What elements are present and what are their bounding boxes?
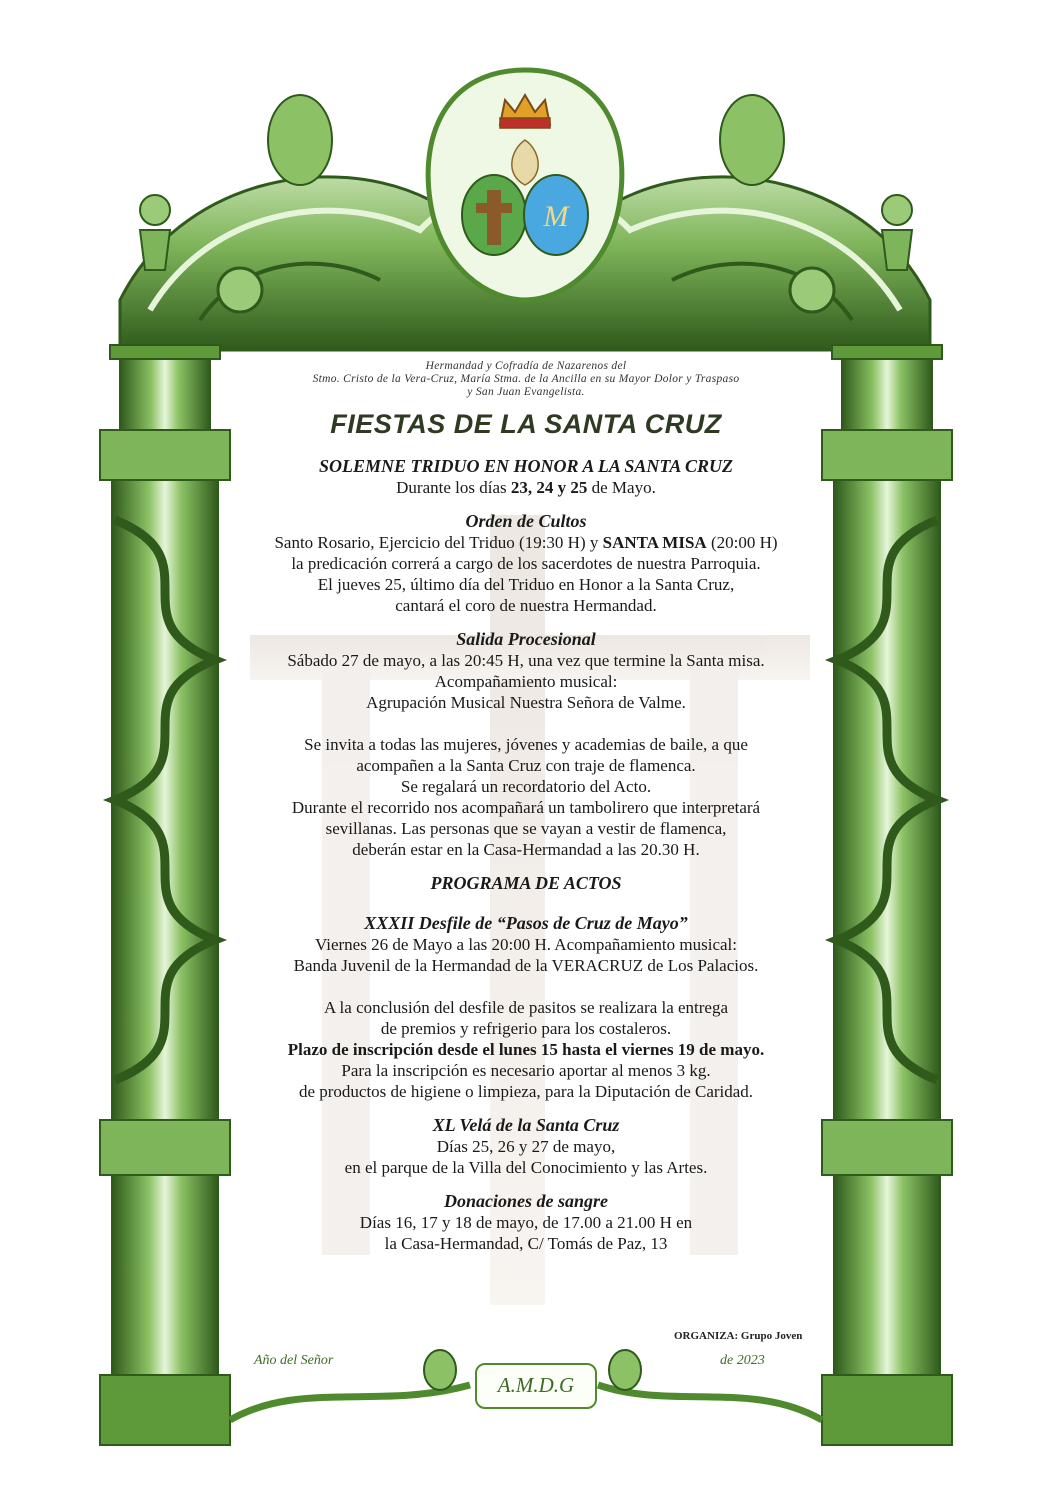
salida-line-3: Agrupación Musical Nuestra Señora de Valme. (366, 693, 686, 712)
amdg-cartouche: A.M.D.G (475, 1363, 597, 1409)
header-line-2: Stmo. Cristo de la Vera-Cruz, María Stma. de la Ancilla en su Mayor Dolor y Traspaso (312, 373, 740, 385)
header-line-3: y San Juan Evangelista. (467, 386, 585, 398)
year-label: de 2023 (720, 1353, 765, 1368)
cultos-line-3: El jueves 25, último día del Triduo en Honor a la Santa Cruz, (317, 575, 735, 594)
cultos-line-1-post: (20:00 H) (706, 533, 778, 552)
desfile-line-2: Banda Juvenil de la Hermandad de la VERACRUZ de Los Palacios. (293, 956, 759, 975)
main-title: FIESTAS DE LA SANTA CRUZ (330, 409, 722, 439)
triduo-dates-pre: Durante los días (396, 478, 511, 497)
vela-line-1: Días 25, 26 y 27 de mayo, (436, 1137, 616, 1156)
cultos-line-1-pre: Santo Rosario, Ejercicio del Triduo (19:30 H) y (274, 533, 603, 552)
desfile-line-3: A la conclusión del desfile de pasitos se realizara la entrega (323, 998, 729, 1017)
triduo-dates-bold: 23, 24 y 25 (510, 478, 588, 497)
salida-line-6: Se regalará un recordatorio del Acto. (400, 777, 652, 796)
salida-line-5: acompañen a la Santa Cruz con traje de flamenca. (356, 756, 696, 775)
cultos-title: Orden de Cultos (465, 511, 587, 531)
salida-title: Salida Procesional (456, 629, 596, 649)
poster-content (200, 360, 852, 1254)
ano-del-senor: Año del Señor (254, 1353, 334, 1368)
salida-line-7: Durante el recorrido nos acompañará un tambolirero que interpretará (291, 798, 761, 817)
cultos-line-4: cantará el coro de nuestra Hermandad. (395, 596, 657, 615)
desfile-line-1: Viernes 26 de Mayo a las 20:00 H. Acompañamiento musical: (315, 935, 737, 954)
desfile-title: XXXII Desfile de “Pasos de Cruz de Mayo” (364, 913, 688, 933)
programa-title: PROGRAMA DE ACTOS (430, 873, 622, 893)
vela-title: XL Velá de la Santa Cruz (432, 1115, 620, 1135)
desfile-line-5: Plazo de inscripción desde el lunes 15 hasta el viernes 19 de mayo. (287, 1040, 765, 1059)
desfile-line-6: Para la inscripción es necesario aportar al menos 3 kg. (341, 1061, 711, 1080)
salida-line-8: sevillanas. Las personas que se vayan a vestir de flamenca, (325, 819, 727, 838)
donaciones-line-2: la Casa-Hermandad, C/ Tomás de Paz, 13 (384, 1234, 668, 1253)
donaciones-title: Donaciones de sangre (443, 1191, 608, 1211)
vela-line-2: en el parque de la Villa del Conocimiento y las Artes. (344, 1158, 708, 1177)
triduo-dates-post: de Mayo. (587, 478, 656, 497)
donaciones-line-1: Días 16, 17 y 18 de mayo, de 17.00 a 21.00 H en (359, 1213, 693, 1232)
salida-line-1: Sábado 27 de mayo, a las 20:45 H, una vez que termine la Santa misa. (287, 651, 765, 670)
desfile-line-4: de premios y refrigerio para los costaleros. (380, 1019, 672, 1038)
desfile-line-7: de productos de higiene o limpieza, para la Diputación de Caridad. (298, 1082, 754, 1101)
triduo-dates (200, 477, 852, 498)
hermandad-coat-of-arms (428, 70, 622, 300)
header-line-1: Hermandad y Cofradía de Nazarenos del (425, 360, 627, 372)
triduo-title: SOLEMNE TRIDUO EN HONOR A LA SANTA CRUZ (319, 456, 733, 476)
svg-text:M: M (543, 200, 569, 233)
salida-line-4: Se invita a todas las mujeres, jóvenes y academias de baile, a que (304, 735, 748, 754)
organiza-label: ORGANIZA: Grupo Joven (674, 1330, 803, 1342)
cultos-line-2: la predicación correrá a cargo de los sacerdotes de nuestra Parroquia. (291, 554, 761, 573)
cultos-line-1 (200, 532, 852, 553)
hermandad-header (200, 360, 852, 399)
salida-line-9: deberán estar en la Casa-Hermandad a las 20.30 H. (352, 840, 700, 859)
salida-line-2: Acompañamiento musical: (434, 672, 618, 691)
cultos-line-1-bold: SANTA MISA (602, 533, 707, 552)
